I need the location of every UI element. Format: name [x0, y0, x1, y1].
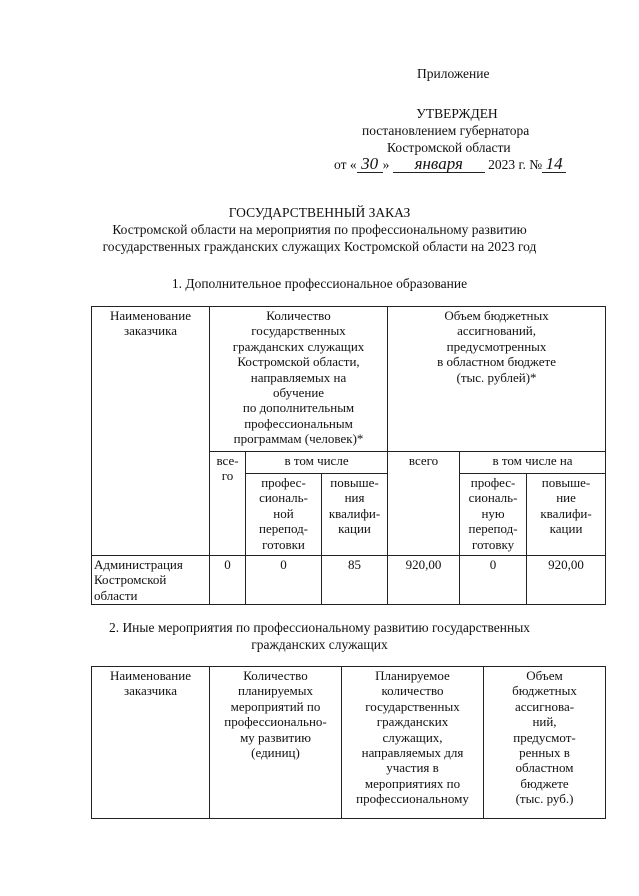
decree-number: 14 — [542, 156, 566, 173]
header-budget-retraining: профес- сиональ- ную перепод- готовку — [460, 474, 527, 556]
section2-heading-cont: гражданских служащих — [251, 637, 388, 652]
header-customer: Наименование заказчика — [92, 307, 210, 556]
header-retraining: профес- сиональ- ной перепод- готовки — [246, 474, 322, 556]
cell-customer: Администрация Костромской области — [92, 556, 210, 605]
region-label: Костромской области — [387, 140, 511, 155]
document-title: ГОСУДАРСТВЕННЫЙ ЗАКАЗ — [228, 205, 411, 220]
appendix-label: Приложение — [417, 66, 490, 81]
section1-heading: 1. Дополнительное профессиональное образование — [171, 276, 468, 291]
date-mid: » — [382, 157, 390, 172]
section2-heading: 2. Иные мероприятия по профессиональному развитию государственных — [108, 620, 531, 635]
decree-date — [334, 156, 566, 173]
approved-label: УТВЕРЖДЕН — [416, 106, 498, 121]
header-budget-total: всего — [388, 452, 460, 556]
cell-budget-retraining: 0 — [460, 556, 527, 605]
cell-budget-qualification: 920,00 — [527, 556, 606, 605]
header-planned-count: Планируемое количество государственных гражданских служащих, направляемых для участия в мероприятиях по профессиональному — [342, 667, 484, 819]
cell-total: 0 — [210, 556, 246, 605]
title-subline-1: Костромской области на мероприятия по профессиональному развитию — [112, 222, 527, 237]
cell-retraining: 0 — [246, 556, 322, 605]
header-total: все- го — [210, 452, 246, 556]
header-count: Количество государственных гражданских служащих Костромской области, направляемых на обучение по дополнительным профессиональным программам (человек)* — [210, 307, 388, 452]
date-day: 30 — [357, 156, 383, 173]
table-row — [92, 556, 606, 605]
header-including: в том числе — [246, 452, 388, 474]
title-subline-2: государственных гражданских служащих Костромской области на 2023 год — [102, 239, 537, 254]
table-professional-education — [91, 306, 606, 605]
table-other-events — [91, 666, 606, 819]
date-month: января — [393, 156, 485, 173]
header-budget: Объем бюджетных ассигнований, предусмотренных в областном бюджете (тыс. рублей)* — [388, 307, 606, 452]
date-prefix: от « — [334, 157, 357, 172]
cell-qualification: 85 — [322, 556, 388, 605]
header-events-count: Количество планируемых мероприятий по профессионально- му развитию (единиц) — [210, 667, 342, 819]
cell-budget-total: 920,00 — [388, 556, 460, 605]
header-qualification: повыше- ния квалифи- кации — [322, 474, 388, 556]
header-budget-qualification: повыше- ние квалифи- кации — [527, 474, 606, 556]
date-year: 2023 г. № — [488, 157, 543, 172]
decree-label: постановлением губернатора — [362, 123, 530, 138]
header-customer-2: Наименование заказчика — [92, 667, 210, 819]
header-budget-2: Объем бюджетных ассигнова- ний, предусмот- ренных в областном бюджете (тыс. руб.) — [484, 667, 606, 819]
header-including-on: в том числе на — [460, 452, 606, 474]
